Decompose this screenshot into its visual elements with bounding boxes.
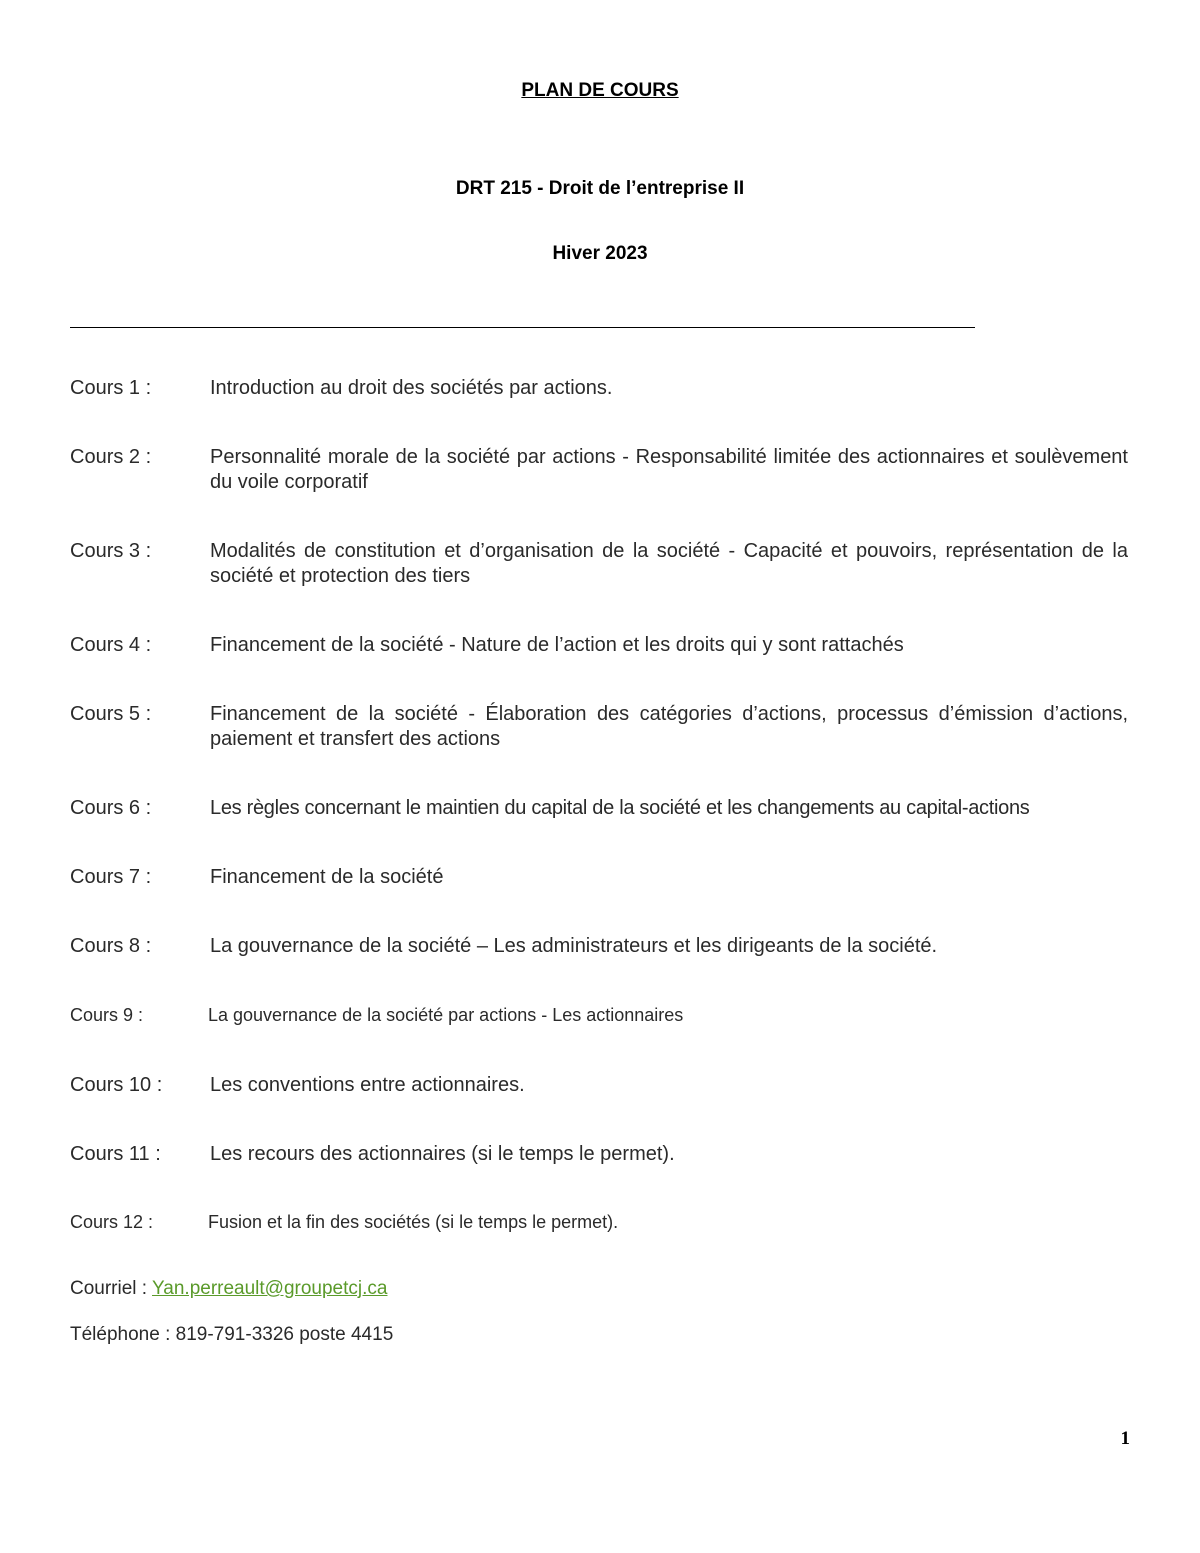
- document-title: PLAN DE COURS: [521, 80, 679, 101]
- course-description: Les recours des actionnaires (si le temps le permet).: [210, 1143, 675, 1165]
- course-row-1: [70, 376, 1128, 401]
- course-row-7: [70, 865, 1128, 890]
- course-title: DRT 215 - Droit de l’entreprise II: [455, 178, 745, 199]
- email-label: Courriel :: [70, 1278, 153, 1299]
- horizontal-rule: [70, 327, 975, 328]
- course-description: Les règles concernant le maintien du capital de la société et les changements au capital-actions: [210, 797, 1030, 819]
- course-label: Cours 4 :: [70, 634, 152, 656]
- page-number: 1: [1120, 1428, 1130, 1449]
- email-line: [70, 1278, 387, 1300]
- course-description: La gouvernance de la société par actions - Les actionnaires: [208, 1005, 684, 1025]
- course-row-9: [70, 1003, 1128, 1028]
- course-description: Financement de la société: [210, 866, 444, 888]
- course-row-3: [70, 539, 1128, 589]
- course-label: Cours 5 :: [70, 703, 152, 725]
- course-description: Introduction au droit des sociétés par actions.: [210, 377, 613, 399]
- course-label: Cours 1 :: [70, 377, 152, 399]
- course-label: Cours 8 :: [70, 935, 152, 957]
- course-description: Financement de la société - Nature de l’action et les droits qui y sont rattachés: [210, 634, 904, 656]
- course-label: Cours 11 :: [70, 1143, 161, 1165]
- course-label: Cours 3 :: [70, 540, 152, 562]
- course-description: La gouvernance de la société – Les administrateurs et les dirigeants de la société.: [210, 935, 938, 957]
- course-row-6: [70, 796, 1128, 821]
- phone-line: Téléphone : 819-791-3326 poste 4415: [70, 1324, 394, 1345]
- course-description: Personnalité morale de la société par actions - Responsabilité limitée des actionnaires et soulèvement du voile corporatif: [210, 446, 1128, 493]
- course-row-5: [70, 702, 1128, 752]
- course-row-12: [70, 1210, 1128, 1235]
- email-link[interactable]: Yan.perreault@groupetcj.ca: [152, 1278, 388, 1299]
- course-description: Les conventions entre actionnaires.: [210, 1074, 525, 1096]
- course-row-2: [70, 445, 1128, 495]
- course-label: Cours 7 :: [70, 866, 152, 888]
- course-row-4: [70, 633, 1128, 658]
- course-label: Cours 9 :: [70, 1005, 144, 1025]
- course-row-8: [70, 934, 1128, 959]
- course-label: Cours 6 :: [70, 797, 152, 819]
- term-label: Hiver 2023: [552, 243, 648, 264]
- course-description: Financement de la société - Élaboration des catégories d’actions, processus d’émission d’actions, paiement et transfert des actions: [210, 703, 1128, 750]
- course-row-10: [70, 1073, 1128, 1098]
- course-description: Fusion et la fin des sociétés (si le temps le permet).: [208, 1212, 619, 1232]
- course-label: Cours 12 :: [70, 1212, 154, 1232]
- course-label: Cours 2 :: [70, 446, 152, 468]
- course-description: Modalités de constitution et d’organisation de la société - Capacité et pouvoirs, représentation de la société et protection des tiers: [210, 540, 1128, 587]
- course-row-11: [70, 1142, 1128, 1167]
- course-label: Cours 10 :: [70, 1074, 163, 1096]
